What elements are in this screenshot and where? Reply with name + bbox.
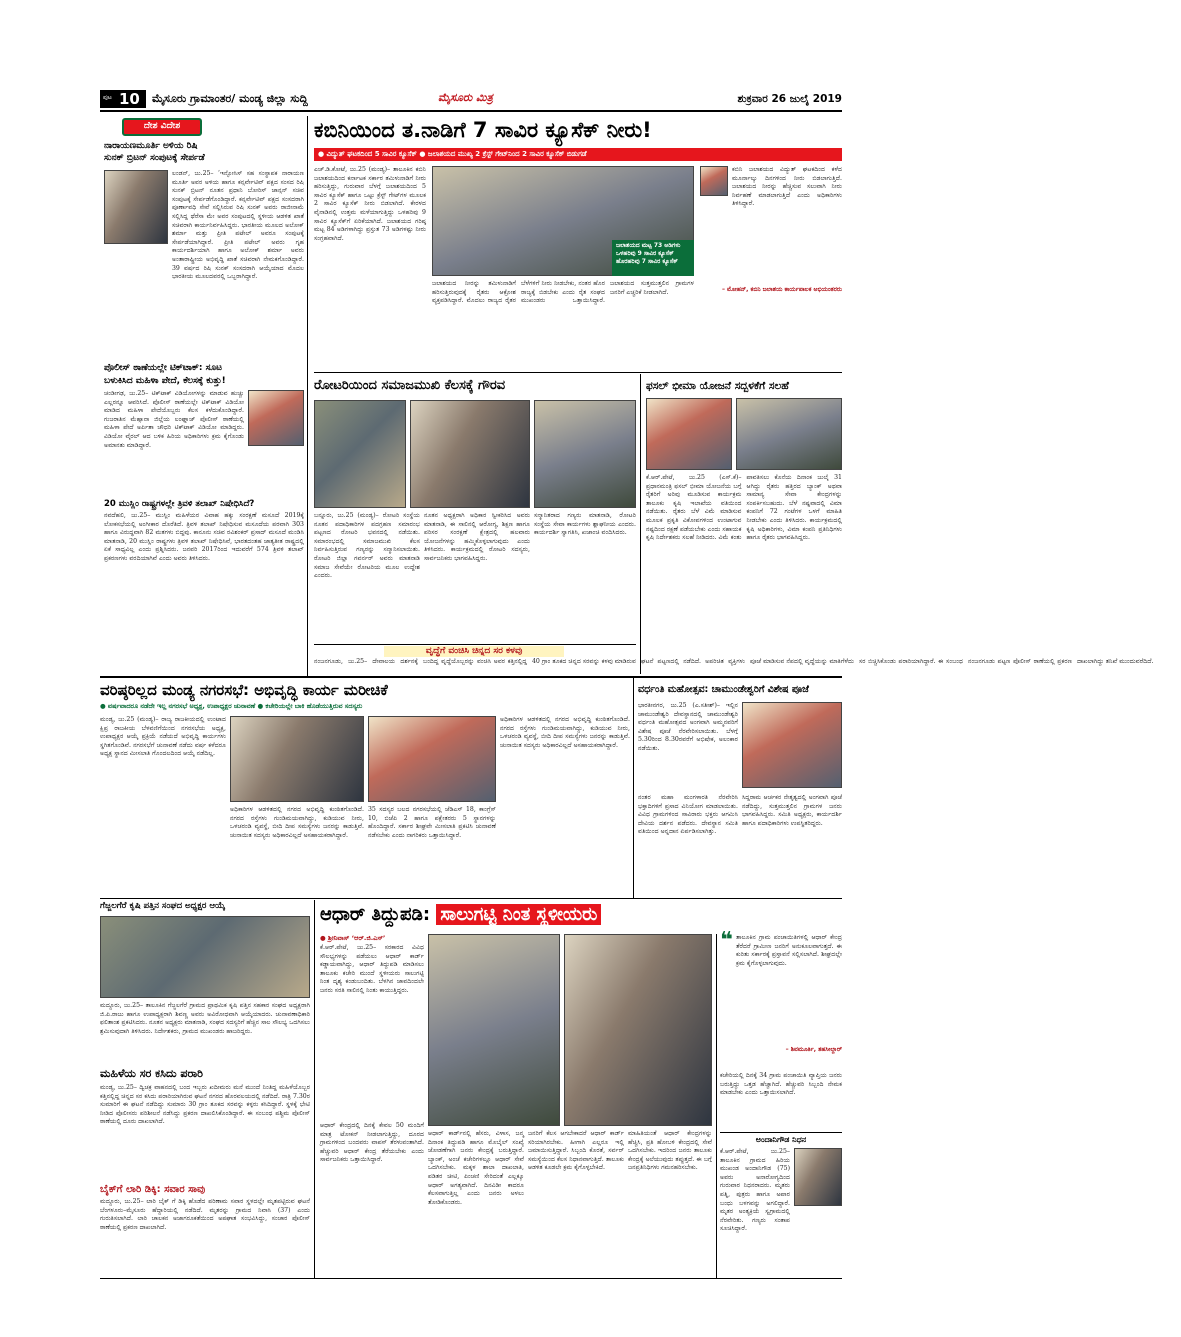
temple-body-3: ಸಿದ್ದರಾಮ ಆರ್ಚಕರ ನೇತೃತ್ವದಲ್ಲಿ ಅಂಗವಾಗಿ ಪೂಜೆ ನಡೆದಿದ್ದು, ಸುತ್ತಮುತ್ತಲಿನ ಗ್ರಾಮಗಳ ಜನರು ಭಾಗವಹಿಸಿದ್ದರು. ಸಮಿತಿ ಅಧ್ಯಕ್ಷರು, ಕಾರ್ಯದರ್ಶಿ ಹಾಗೂ ಪದಾಧಿಕಾರಿಗಳು ಉಪಸ್ಥಿತರಿದ್ದರು.: [742, 794, 842, 827]
col-divider-5: [716, 934, 717, 1278]
issue-date: ಶುಕ್ರವಾರ 26 ಜುಲೈ 2019: [737, 93, 842, 105]
kabini-body-3: ಕಬಿನಿ ಜಲಾಶಯದ ವಿದ್ಯುತ್ ಘಟಕದಿಂದ ಕಳೆದ ಮೂರ್ನಾಲ್ಕು ದಿನಗಳಿಂದ ನೀರು ಬಿಡಲಾಗುತ್ತಿದೆ. ಜಲಾಶಯದ ನೀರನ್ನು ಹೆಚ್ಚಿಸುವ ಸಲುವಾಗಿ ನೀರು ನಿರ್ವಹಣೆ ಮಾಡಲಾಗುತ್ತಿದೆ ಎಂದು ಅಧಿಕಾರಿಗಳು ತಿಳಿಸಿದ್ದಾರೆ.: [732, 166, 842, 208]
page-number: 10: [119, 90, 140, 108]
gejjalagere-headline: ಗೆಜ್ಜಲಗೆರೆ ಕೃಷಿ ಪತ್ತಿನ ಸಂಘದ ಅಧ್ಯಕ್ಷರ ಆಯ್ಕೆ: [100, 901, 226, 911]
rotary-body-1: ಬನ್ನೂರು, ಜು.25 (ಮಂಡ್ಯ)– ರೋಟರಿ ಸಂಸ್ಥೆಯ ನೂತನ ಪದಾಧಿಕಾರಿಗಳ ಪದಗ್ರಹಣ ಸಮಾರಂಭ ಪಟ್ಟಣದ ರೋಟರಿ ಭವನದಲ್ಲಿ ನಡೆಯಿತು. ಸಮಾರಂಭದಲ್ಲಿ ಸಮಾಜಮುಖಿ ಕೆಲಸ ನಿರ್ವಹಿಸುತ್ತಿರುವ ಗಣ್ಯರನ್ನು ಸನ್ಮಾನಿಸಲಾಯಿತು. ರೋಟರಿ ಜಿಲ್ಲಾ ಗವರ್ನರ್ ಅವರು ಮಾತನಾಡಿ ಸಮಾಜ ಸೇವೆಯೇ ರೋಟರಿಯ ಮೂಲ ಉದ್ದೇಶ ಎಂದರು.: [314, 512, 420, 580]
obituary-body: ಕೆ.ಆರ್.ಪೇಟೆ, ಜು.25– ತಾಲೂಕಿನ ಗ್ರಾಮದ ಹಿರಿಯ ಮುಖಂಡ ಅಂದಾನಿಗೌಡ (75) ಅವರು ಅನಾರೋಗ್ಯದಿಂದ ಗುರುವಾರ ನಿಧನರಾದರು. ಮೃತರು ಪತ್ನಿ, ಪುತ್ರರು ಹಾಗೂ ಅಪಾರ ಬಂಧು ಬಳಗವನ್ನು ಅಗಲಿದ್ದಾರೆ. ಮೃತರ ಅಂತ್ಯಕ್ರಿಯೆ ಸ್ವಗ್ರಾಮದಲ್ಲಿ ನೆರವೇರಿತು. ಗಣ್ಯರು ಸಂತಾಪ ಸೂಚಿಸಿದ್ದಾರೆ.: [720, 1148, 790, 1233]
tiktok-headline-1: ಪೊಲೀಸ್ ಠಾಣೆಯಲ್ಲೇ ಟಿಕ್‌ಟಾಕ್: ಸೂಟ: [104, 363, 223, 373]
mandya-headline: ವರಿಷ್ಠರಿಲ್ಲದ ಮಂಡ್ಯ ನಗರಸಭೆ: ಅಭಿವೃದ್ಧಿ ಕಾರ್ಯ ಮರೀಚಿಕೆ: [100, 681, 388, 699]
kabini-inset-photo: [700, 166, 728, 196]
aadhaar-body-2: ಆಧಾರ್ ಕೇಂದ್ರದಲ್ಲಿ ದಿನಕ್ಕೆ ಕೇವಲ 50 ಮಂದಿಗೆ ಮಾತ್ರ ಟೋಕನ್ ನೀಡಲಾಗುತ್ತಿದ್ದು, ದೂರದ ಗ್ರಾಮಗಳಿಂದ ಬಂದವರು ವಾಪಸ್ ತೆರಳುವಂತಾಗಿದೆ. ಹೆಚ್ಚುವರಿ ಆಧಾರ್ ಕೇಂದ್ರ ತೆರೆಯಬೇಕು ಎಂದು ಸಾರ್ವಜನಿಕರು ಒತ್ತಾಯಿಸಿದ್ದಾರೆ.: [320, 1122, 424, 1164]
constable-photo: [248, 390, 304, 446]
temple-headline: ವರ್ಧಂತಿ ಮಹೋತ್ಸವ: ಚಾಮುಂಡೇಶ್ವರಿಗೆ ವಿಶೇಷ ಪೂಜೆ: [638, 684, 809, 695]
aadhaar-byline: ● ಶ್ರೀನಿವಾಸ್ ‘ಆರ್.ಜಿ.ಎಸ್’: [320, 934, 386, 942]
kabini-headline: ಕಬಿನಿಯಿಂದ ತ.ನಾಡಿಗೆ 7 ಸಾವಿರ ಕ್ಯೂಸೆಕ್ ನೀರು!: [314, 118, 652, 142]
col-divider-2: [640, 374, 641, 674]
tiktok-headline-2: ಬಳುಕಿಸಿದ ಮಹಿಳಾ ಪೇದೆ, ಕೆಲಸಕ್ಕೆ ಕುತ್ತು!: [104, 376, 226, 386]
chain-snatch-body: ನಂಜನಗೂಡು, ಜು.25– ದೇವಾಲಯ ದರ್ಶನಕ್ಕೆ ಬಂದಿದ್ದ ವೃದ್ಧೆಯೊಬ್ಬರನ್ನು ವಂಚಿಸಿ ಅವರ ಕತ್ತಿನಲ್ಲಿದ್ದ 40 ಗ್ರಾಂ ತೂಕದ ಚಿನ್ನದ ಸರವನ್ನು ಕಳವು ಮಾಡಿರುವ ಘಟನೆ ಪಟ್ಟಣದಲ್ಲಿ ನಡೆದಿದೆ. ಅಪರಿಚಿತ ವ್ಯಕ್ತಿಗಳು ಪೂಜೆ ಮಾಡಿಸುವ ನೆಪದಲ್ಲಿ ವೃದ್ಧೆಯನ್ನು ಮಾತಿಗೆಳೆದು ಸರ ಬಿಚ್ಚಿಸಿಕೊಂಡು ಪರಾರಿಯಾಗಿದ್ದಾರೆ. ಈ ಸಂಬಂಧ ನಂಜನಗೂಡು ಪಟ್ಟಣ ಪೊಲೀಸ್ ಠಾಣೆಯಲ್ಲಿ ಪ್ರಕರಣ ದಾಖಲಾಗಿದ್ದು ತನಿಖೆ ಮುಂದುವರೆದಿದೆ.: [314, 658, 1154, 665]
tiktok-body: ಚಂಡೀಗಢ, ಜು.25– ಟಿಕ್‌ಟಾಕ್ ವಿಡಿಯೋಗಳನ್ನು ಮಾಡುವ ಹುಚ್ಚು ಎಲ್ಲರನ್ನೂ ಆವರಿಸಿದೆ. ಪೊಲೀಸ್ ಠಾಣೆಯಲ್ಲೇ ಟಿಕ್‌ಟಾಕ್ ವಿಡಿಯೋ ಮಾಡಿದ ಮಹಿಳಾ ಪೇದೆಯೊಬ್ಬರು ಕೆಲಸ ಕಳೆದುಕೊಂಡಿದ್ದಾರೆ. ಗುಜರಾತಿನ ಮೆಹ್ಸಾನಾ ಜಿಲ್ಲೆಯ ಲಂಘ್ನಾಜ್ ಪೊಲೀಸ್ ಠಾಣೆಯಲ್ಲಿ ಮಹಿಳಾ ಪೇದೆ ಅರ್ಪಿತಾ ಚೌಧರಿ ಟಿಕ್‌ಟಾಕ್ ವಿಡಿಯೋ ಮಾಡಿದ್ದರು. ವಿಡಿಯೋ ವೈರಲ್ ಆದ ಬಳಿಕ ಹಿರಿಯ ಅಧಿಕಾರಿಗಳು ಕ್ರಮ ಕೈಗೊಂಡು ಅಮಾನತು ಮಾಡಿದ್ದಾರೆ.: [104, 390, 244, 449]
aadhaar-body-3: ಆಧಾರ್ ಕಾರ್ಡ್‌ನಲ್ಲಿ ಹೆಸರು, ವಿಳಾಸ, ಜನ್ಮ ದಿನಾಂಕ ತಿದ್ದುಪಡಿ ಹಾಗೂ ಮೊಬೈಲ್ ಸಂಖ್ಯೆ ಜೋಡಣೆಗಾಗಿ ಜನರು ಕೇಂದ್ರಕ್ಕೆ ಬರುತ್ತಿದ್ದಾರೆ. ಬ್ಯಾಂಕ್, ಅಂಚೆ ಕಚೇರಿಗಳಲ್ಲೂ ಆಧಾರ್ ಸೇವೆ ಒದಗಿಸಬೇಕು. ಮಕ್ಕಳ ಶಾಲಾ ದಾಖಲಾತಿ, ಪಡಿತರ ಚೀಟಿ, ಪಿಂಚಣಿ ಸೇರಿದಂತೆ ಎಲ್ಲಕ್ಕೂ ಆಧಾರ್ ಅಗತ್ಯವಾಗಿದೆ. ದಿನವಿಡೀ ಕಾದರೂ ಕೆಲಸವಾಗುತ್ತಿಲ್ಲ ಎಂದು ಜನರು ಅಳಲು ತೋಡಿಕೊಂಡರು.: [428, 1130, 524, 1206]
col-divider-4: [314, 900, 315, 1278]
kabini-body-3b: [700, 310, 842, 368]
talaq-headline: 20 ಮುಸ್ಲಿಂ ರಾಷ್ಟ್ರಗಳಲ್ಲೇ ತ್ರಿವಳಿ ತಲಾಖ್ ನಿಷೇಧಿಸಿದೆ?: [104, 499, 255, 509]
woman-chain-headline: ಮಹಿಳೆಯ ಸರ ಕಸಿದು ಪರಾರಿ: [100, 1067, 203, 1080]
quote-author: – ಶಿವಮೂರ್ತಿ, ತಹಸೀಲ್ದಾರ್: [785, 1046, 842, 1053]
rotary-photo-2: [410, 400, 530, 508]
council-building-photo-2: [368, 716, 496, 802]
kabini-photo-caption: ಜಲಾಶಯದ ಮಟ್ಟ 73 ಅಡಿಗಳು ಒಳಹರಿವು 9 ಸಾವಿರ ಕ್ಯೂಸೆಕ್ ಹೊರಹರಿವು 7 ಸಾವಿರ ಕ್ಯೂಸೆಕ್: [612, 240, 694, 276]
obituary-photo: [794, 1148, 842, 1206]
council-building-photo: [230, 716, 364, 802]
quote-mark-icon: ❝: [720, 928, 733, 953]
aadhaar-queue-photo-1: [428, 934, 560, 1126]
masthead-rule: [100, 110, 842, 112]
rotary-photo-3: [534, 400, 636, 508]
newspaper-logo: ಮೈಸೂರು ಮಿತ್ರ: [438, 91, 493, 104]
col-divider-1: [307, 116, 308, 676]
rule-kabini-bottom: [314, 372, 842, 373]
woman-chain-body: ಮಂಡ್ಯ, ಜು.25– ದ್ವಿಚಕ್ರ ವಾಹನದಲ್ಲಿ ಬಂದ ಇಬ್ಬರು ಖದೀಮರು ಮನೆ ಮುಂದೆ ನಿಂತಿದ್ದ ಮಹಿಳೆಯೊಬ್ಬರ ಕತ್ತಿನಲ್ಲಿದ್ದ ಚಿನ್ನದ ಸರ ಕಸಿದು ಪರಾರಿಯಾಗಿರುವ ಘಟನೆ ನಗರದ ಹೊರವಲಯದಲ್ಲಿ ನಡೆದಿದೆ. ರಾತ್ರಿ 7.30ರ ಸುಮಾರಿಗೆ ಈ ಘಟನೆ ನಡೆದಿದ್ದು ಸುಮಾರು 30 ಗ್ರಾಂ ತೂಕದ ಸರವನ್ನು ಕಳ್ಳರು ಕಸಿದಿದ್ದಾರೆ. ಸ್ಥಳಕ್ಕೆ ಭೇಟಿ ನೀಡಿದ ಪೊಲೀಸರು ಪರಿಶೀಲನೆ ನಡೆಸಿದ್ದು ಪ್ರಕರಣ ದಾಖಲಿಸಿಕೊಂಡಿದ್ದಾರೆ. ಈ ಸಂಬಂಧ ಪಶ್ಚಿಮ ಪೊಲೀಸ್ ಠಾಣೆಯಲ್ಲಿ ದೂರು ದಾಖಲಾಗಿದೆ.: [100, 1084, 310, 1126]
talaq-body: ನವದೆಹಲಿ, ಜು.25– ಮುಸ್ಲಿಂ ಮಹಿಳೆಯರ ವಿವಾಹ ಹಕ್ಕು ಸಂರಕ್ಷಣೆ ಮಸೂದೆ 2019ಕ್ಕೆ ಲೋಕಸಭೆಯಲ್ಲಿ ಅಂಗೀಕಾರ ದೊರೆತಿದೆ. ತ್ರಿವಳಿ ತಲಾಖ್ ನಿಷೇಧಿಸುವ ಮಸೂದೆಯ ಪರವಾಗಿ 303 ಹಾಗೂ ವಿರುದ್ಧವಾಗಿ 82 ಮತಗಳು ಬಿದ್ದವು. ಕಾನೂನು ಸಚಿವ ರವಿಶಂಕರ್ ಪ್ರಸಾದ್ ಮಸೂದೆ ಮಂಡಿಸಿ ಮಾತನಾಡಿ, 20 ಮುಸ್ಲಿಂ ರಾಷ್ಟ್ರಗಳು ತ್ರಿವಳಿ ತಲಾಖ್ ನಿಷೇಧಿಸಿವೆ, ಭಾರತದಂತಹ ಜಾತ್ಯತೀತ ರಾಷ್ಟ್ರದಲ್ಲಿ ಏಕೆ ಸಾಧ್ಯವಿಲ್ಲ ಎಂದು ಪ್ರಶ್ನಿಸಿದರು. ಜನವರಿ 2017ರಿಂದ ಇದುವರೆಗೆ 574 ತ್ರಿವಳಿ ತಲಾಖ್ ಪ್ರಕರಣಗಳು ವರದಿಯಾಗಿವೆ ಎಂದು ಅವರು ತಿಳಿಸಿದರು.: [104, 512, 304, 562]
rotary-body-3: ಸನ್ಮಾನಿತರಾದ ಗಣ್ಯರು ಮಾತನಾಡಿ, ರೋಟರಿ ಸಂಸ್ಥೆಯ ಸೇವಾ ಕಾರ್ಯಗಳು ಶ್ಲಾಘನೀಯ ಎಂದರು. ಕಾರ್ಯದರ್ಶಿ ಸ್ವಾಗತಿಸಿ, ಖಜಾಂಚಿ ವಂದಿಸಿದರು.: [534, 512, 636, 537]
fasal-body: ಕೆ.ಆರ್.ಪೇಟೆ, ಜು.25 (ಎಸ್.ಕೆ)– ಪ್ರಧಾನಮಂತ್ರಿ ಫಸಲ್ ಭೀಮಾ ಯೋಜನೆಯ ಬಗ್ಗೆ ರೈತರಿಗೆ ಅರಿವು ಮೂಡಿಸುವ ಕಾರ್ಯಕ್ರಮ ತಾಲೂಕು ಕೃಷಿ ಇಲಾಖೆಯ ವತಿಯಿಂದ ನಡೆಯಿತು. ರೈತರು ಬೆಳೆ ವಿಮೆ ಮಾಡಿಸುವ ಮೂಲಕ ಪ್ರಕೃತಿ ವಿಕೋಪಗಳಿಂದ ಉಂಟಾಗುವ ನಷ್ಟದಿಂದ ರಕ್ಷಣೆ ಪಡೆಯಬೇಕು ಎಂದು ಸಹಾಯಕ ಕೃಷಿ ನಿರ್ದೇಶಕರು ಸಲಹೆ ನೀಡಿದರು. ವಿಮೆ ಕಂತು ಪಾವತಿಸಲು ಕೊನೆಯ ದಿನಾಂಕ ಜುಲೈ 31 ಆಗಿದ್ದು ರೈತರು ಹತ್ತಿರದ ಬ್ಯಾಂಕ್ ಅಥವಾ ಸಾಮಾನ್ಯ ಸೇವಾ ಕೇಂದ್ರಗಳನ್ನು ಸಂಪರ್ಕಿಸಬಹುದು. ಬೆಳೆ ನಷ್ಟವಾದಲ್ಲಿ ವಿಮಾ ಕಂಪನಿಗೆ 72 ಗಂಟೆಗಳ ಒಳಗೆ ಮಾಹಿತಿ ನೀಡಬೇಕು ಎಂದು ತಿಳಿಸಿದರು. ಕಾರ್ಯಕ್ರಮದಲ್ಲಿ ಕೃಷಿ ಅಧಿಕಾರಿಗಳು, ವಿಮಾ ಕಂಪನಿ ಪ್ರತಿನಿಧಿಗಳು ಹಾಗೂ ರೈತರು ಭಾಗವಹಿಸಿದ್ದರು.: [646, 474, 842, 542]
chain-snatch-box: [314, 644, 1154, 674]
tahsildar-quote: [720, 928, 842, 1068]
aadhaar-headline: [320, 900, 842, 930]
mandya-body-4: ಅಧಿಕಾರಿಗಳ ಆಡಳಿತದಲ್ಲಿ ನಗರದ ಅಭಿವೃದ್ಧಿ ಕುಂಠಿತಗೊಂಡಿದೆ. ನಗರದ ರಸ್ತೆಗಳು ಗುಂಡಿಮಯವಾಗಿದ್ದು, ಕುಡಿಯುವ ನೀರು, ಒಳಚರಂಡಿ ವ್ಯವಸ್ಥೆ, ಬೀದಿ ದೀಪ ಸಮಸ್ಯೆಗಳು ಜನರನ್ನು ಕಾಡುತ್ತಿವೆ. ಚುನಾಯಿತ ಸದಸ್ಯರು ಅಧಿಕಾರವಿಲ್ಲದೆ ಅಸಹಾಯಕರಾಗಿದ್ದಾರೆ.: [500, 716, 630, 749]
gejjalagere-body: ಮದ್ದೂರು, ಜು.25– ತಾಲೂಕಿನ ಗೆಜ್ಜಲಗೆರೆ ಗ್ರಾಮದ ಪ್ರಾಥಮಿಕ ಕೃಷಿ ಪತ್ತಿನ ಸಹಕಾರ ಸಂಘದ ಅಧ್ಯಕ್ಷರಾಗಿ ಜಿ.ಪಿ.ರಾಜು ಹಾಗೂ ಉಪಾಧ್ಯಕ್ಷರಾಗಿ ಶಿವಣ್ಣ ಅವರು ಅವಿರೋಧವಾಗಿ ಆಯ್ಕೆಯಾದರು. ಚುನಾವಣಾಧಿಕಾರಿ ಫಲಿತಾಂಶ ಪ್ರಕಟಿಸಿದರು. ನೂತನ ಅಧ್ಯಕ್ಷರು ಮಾತನಾಡಿ, ಸಂಘದ ಸದಸ್ಯರಿಗೆ ಹೆಚ್ಚಿನ ಸಾಲ ಸೌಲಭ್ಯ ಒದಗಿಸಲು ಶ್ರಮಿಸುವುದಾಗಿ ತಿಳಿಸಿದರು. ನಿರ್ದೇಶಕರು, ಗ್ರಾಮದ ಮುಖಂಡರು ಹಾಜರಿದ್ದರು.: [100, 1002, 310, 1035]
kabini-body-1: ಎಚ್.ಡಿ.ಕೋಟೆ, ಜು.25 (ಮಂಡ್ಯ)– ತಾಲೂಕಿನ ಕಬಿನಿ ಜಲಾಶಯದಿಂದ ಕರ್ನಾಟಕ ಸರ್ಕಾರ ತಮಿಳುನಾಡಿಗೆ ನೀರು ಹರಿಸುತ್ತಿದ್ದು, ಗುರುವಾರ ಬೆಳಗ್ಗೆ ಜಲಾಶಯದಿಂದ 5 ಸಾವಿರ ಕ್ಯೂಸೆಕ್ ಹಾಗೂ ಒಟ್ಟು ಕ್ರೆಸ್ಟ್ ಗೇಟ್‌ಗಳ ಮೂಲಕ 2 ಸಾವಿರ ಕ್ಯೂಸೆಕ್ ನೀರು ಬಿಡಲಾಗಿದೆ. ಕೇರಳದ ವೈನಾಡಿನಲ್ಲಿ ಉತ್ತಮ ಮಳೆಯಾಗುತ್ತಿದ್ದು ಒಳಹರಿವು 9 ಸಾವಿರ ಕ್ಯೂಸೆಕ್‌ಗೆ ಏರಿಕೆಯಾಗಿದೆ. ಜಲಾಶಯದ ಗರಿಷ್ಠ ಮಟ್ಟ 84 ಅಡಿಗಳಾಗಿದ್ದು ಪ್ರಸ್ತುತ 73 ಅಡಿಗಳಷ್ಟು ನೀರು ಸಂಗ್ರಹವಾಗಿದೆ.: [314, 166, 426, 242]
aadhaar-body-4: ಜನರಿಗೆ ಕೆಲಸ ಆಗಬೇಕಾದರೆ ಆಧಾರ್ ಕಾರ್ಡ್ ಸರಿಯಾಗಿರಬೇಕು. ಹೀಗಾಗಿ ಎಲ್ಲರೂ ಇಲ್ಲಿ ಜಮಾಯಿಸುತ್ತಿದ್ದಾರೆ. ಸಿಬ್ಬಂದಿ ಕೊರತೆ, ಸರ್ವರ್ ಸಮಸ್ಯೆಯಿಂದ ಕೆಲಸ ನಿಧಾನವಾಗುತ್ತಿದೆ. ತಾಲೂಕು ಆಡಳಿತ ಕೂಡಲೇ ಕ್ರಮ ಕೈಗೊಳ್ಳಬೇಕಿದೆ.: [528, 1130, 624, 1172]
kabini-body-2: ಜಲಾಶಯದ ನೀರನ್ನು ತಮಿಳುನಾಡಿಗೆ ಹರಿಸುತ್ತಿರುವುದಕ್ಕೆ ರೈತರು ಆಕ್ರೋಶ ವ್ಯಕ್ತಪಡಿಸಿದ್ದಾರೆ. ಮೊದಲು ರಾಜ್ಯದ ರೈತರ ಬೆಳೆಗಳಿಗೆ ನೀರು ನೀಡಬೇಕು, ನಂತರ ಹೊರ ರಾಜ್ಯಕ್ಕೆ ಬಿಡಬೇಕು ಎಂದು ರೈತ ಸಂಘದ ಮುಖಂಡರು ಒತ್ತಾಯಿಸಿದ್ದಾರೆ. ಜಲಾಶಯದ ಸುತ್ತಮುತ್ತಲಿನ ಗ್ರಾಮಗಳ ಜನರಿಗೆ ಎಚ್ಚರಿಕೆ ನೀಡಲಾಗಿದೆ.: [432, 280, 694, 305]
aadhaar-queue-photo-2: [564, 934, 712, 1126]
aadhaar-headline-part1: ಆಧಾರ್ ತಿದ್ದುಪಡಿ:: [320, 904, 431, 925]
mandya-subheadline: ● ವರ್ಷವಾದರೂ ನಡೆದೇ ಇಲ್ಲ ನಗರಸಭೆ ಅಧ್ಯಕ್ಷ, ಉಪಾಧ್ಯಕ್ಷರ ಚುನಾವಣೆ ● ಕಚೇರಿಯಲ್ಲೇ ಬಾಕಿ ಹೊಡೆಯುತ್ತಿರುವ ಸದಸ್ಯರು: [100, 702, 363, 710]
masthead: [100, 88, 842, 110]
aadhaar-headline-part2: ಸಾಲುಗಟ್ಟಿ ನಿಂತ ಸ್ಥಳೀಯರು: [436, 904, 601, 925]
temple-body-2: ನಂತರ ಮಹಾ ಮಂಗಳಾರತಿ ನೆರವೇರಿಸಿ ಭಕ್ತಾದಿಗಳಿಗೆ ಪ್ರಸಾದ ವಿನಿಯೋಗ ಮಾಡಲಾಯಿತು. ವಿವಿಧ ಗ್ರಾಮಗಳಿಂದ ಸಾವಿರಾರು ಭಕ್ತರು ಆಗಮಿಸಿ ದೇವಿಯ ದರ್ಶನ ಪಡೆದರು. ದೇವಸ್ಥಾನ ಸಮಿತಿ ವತಿಯಿಂದ ಅನ್ನದಾನ ಏರ್ಪಡಿಸಲಾಗಿತ್ತು.: [638, 794, 738, 836]
fasal-headline: ಫಸಲ್ ಭೀಮಾ ಯೋಜನೆ ಸದ್ಬಳಕೆಗೆ ಸಲಹೆ: [646, 380, 789, 392]
temple-body-1: ಭಾರತೀನಗರ, ಜು.25 (ಎ.ಸತೀಶ್)– ಇಲ್ಲಿನ ಚಾಮುಂಡೇಶ್ವರಿ ದೇವಸ್ಥಾನದಲ್ಲಿ ಚಾಮುಂಡೇಶ್ವರಿ ವರ್ಧಂತಿ ಮಹೋತ್ಸವದ ಅಂಗವಾಗಿ ಅಮ್ಮನವರಿಗೆ ವಿಶೇಷ ಪೂಜೆ ನೆರವೇರಿಸಲಾಯಿತು. ಬೆಳಗ್ಗೆ 5.30ರಿಂದ 8.30ರವರೆಗೆ ಅಭಿಷೇಕ, ಅಲಂಕಾರ ನಡೆಯಿತು.: [638, 702, 738, 752]
rule-lower: [100, 898, 842, 899]
mandya-body-1: ಮಂಡ್ಯ, ಜು.25 (ಮಂಡ್ಯ)– ರಾಜ್ಯ ರಾಜಕೀಯದಲ್ಲಿ ಉಂಟಾದ ಕ್ಷಿಪ್ರ ರಾಜಕೀಯ ಬೆಳವಣಿಗೆಯಿಂದ ನಗರಸಭೆಯ ಅಧ್ಯಕ್ಷ, ಉಪಾಧ್ಯಕ್ಷರ ಆಯ್ಕೆ ಪ್ರಕ್ರಿಯೆ ನಡೆಯದೆ ಅಭಿವೃದ್ಧಿ ಕಾರ್ಯಗಳು ಸ್ಥಗಿತಗೊಂಡಿವೆ. ನಗರಸಭೆಗೆ ಚುನಾವಣೆ ನಡೆದು ವರ್ಷ ಕಳೆದರೂ ಅಧ್ಯಕ್ಷ ಸ್ಥಾನದ ಮೀಸಲಾತಿ ಗೊಂದಲದಿಂದ ಆಯ್ಕೆ ನಡೆದಿಲ್ಲ.: [100, 716, 226, 758]
page-number-badge: [100, 90, 146, 108]
kabini-byline: – ಮೋಹನ್, ಕಬಿನಿ ಜಲಾಶಯ ಕಾರ್ಯಪಾಲಕ ಅಭಿಯಂತರರು: [721, 286, 842, 293]
rotary-headline: ರೋಟರಿಯಿಂದ ಸಮಾಜಮುಖಿ ಕೆಲಸಕ್ಕೆ ಗೌರವ: [314, 378, 506, 393]
rishi-headline-1: ನಾರಾಯಣಮೂರ್ತಿ ಅಳಿಯ ರಿಷಿ: [104, 141, 198, 151]
aadhaar-body-1: ಕೆ.ಆರ್.ಪೇಟೆ, ಜು.25– ಸರಕಾರದ ವಿವಿಧ ಸೌಲಭ್ಯಗಳನ್ನು ಪಡೆಯಲು ಆಧಾರ್ ಕಾರ್ಡ್ ಕಡ್ಡಾಯವಾಗಿದ್ದು, ಆಧಾರ್ ತಿದ್ದುಪಡಿ ಮಾಡಿಸಲು ತಾಲೂಕು ಕಚೇರಿ ಮುಂದೆ ಸ್ಥಳೀಯರು ಸಾಲುಗಟ್ಟಿ ನಿಂತ ದೃಶ್ಯ ಕಂಡುಬಂದಿತು. ಬೆಳಗಿನ ಜಾವದಿಂದಲೇ ಜನರು ಸರತಿ ಸಾಲಿನಲ್ಲಿ ನಿಂತು ಕಾಯುತ್ತಿದ್ದರು.: [320, 944, 424, 994]
section-title: ಮೈಸೂರು ಗ್ರಾಮಾಂತರ/ ಮಂಡ್ಯ ಜಿಲ್ಲಾ ಸುದ್ದಿ: [152, 92, 308, 105]
rishi-headline-2: ಸುನಕ್ ಬ್ರಿಟನ್ ಸಂಪುಟಕ್ಕೆ ಸೇರ್ಪಡೆ: [104, 153, 205, 163]
fasal-photo-2: [736, 398, 842, 470]
obituary-headline: ಅಂದಾನಿಗೌಡ ನಿಧನ: [755, 1135, 807, 1144]
newspaper-page: [100, 88, 1154, 1278]
aadhaar-quote-2: ಕಚೇರಿಯಲ್ಲಿ ದಿನಕ್ಕೆ 34 ಗ್ರಾಮ ಪಂಚಾಯಿತಿ ವ್ಯಾಪ್ತಿಯ ಜನರು ಬರುತ್ತಿದ್ದು ಒತ್ತಡ ಹೆಚ್ಚಾಗಿದೆ. ಹೆಚ್ಚುವರಿ ಸಿಬ್ಬಂದಿ ನೇಮಕ ಮಾಡಬೇಕು ಎಂದು ಒತ್ತಾಯಿಸಲಾಗಿದೆ.: [720, 1072, 842, 1097]
rotary-photo-1: [314, 400, 406, 508]
quote-text: ತಾಲೂಕಿನ ಗ್ರಾಮ ಪಂಚಾಯಿತಿಗಳಲ್ಲಿ ಆಧಾರ್ ಕೇಂದ್ರ ತೆರೆದರೆ ಗ್ರಾಮೀಣ ಜನರಿಗೆ ಅನುಕೂಲವಾಗುತ್ತದೆ. ಈ ಕುರಿತು ಸರ್ಕಾರಕ್ಕೆ ಪ್ರಸ್ತಾವನೆ ಸಲ್ಲಿಸಲಾಗಿದೆ. ಶೀಘ್ರದಲ್ಲೇ ಕ್ರಮ ಕೈಗೊಳ್ಳಲಾಗುವುದು.: [736, 934, 842, 967]
temple-photo: [742, 702, 842, 788]
chain-snatch-headline: ವೃದ್ಧೆಗೆ ವಂಚಿಸಿ ಚಿನ್ನದ ಸರ ಕಳವು: [384, 646, 564, 657]
desha-videsha-label: ದೇಶ ವಿದೇಶ: [122, 118, 202, 136]
page-bottom-rule: [100, 1278, 842, 1279]
col-divider-3: [633, 678, 634, 898]
bike-accident-body: ಮದ್ದೂರು, ಜು.25– ಲಾರಿ ಬೈಕ್ ಗೆ ಡಿಕ್ಕಿ ಹೊಡೆದ ಪರಿಣಾಮ ಸವಾರ ಸ್ಥಳದಲ್ಲೇ ಮೃತಪಟ್ಟಿರುವ ಘಟನೆ ಬೆಂಗಳೂರು–ಮೈಸೂರು ಹೆದ್ದಾರಿಯಲ್ಲಿ ನಡೆದಿದೆ. ಮೃತರನ್ನು ಗ್ರಾಮದ ನಿವಾಸಿ (37) ಎಂದು ಗುರುತಿಸಲಾಗಿದೆ. ಲಾರಿ ಚಾಲಕನ ಅಜಾಗರೂಕತೆಯಿಂದ ಅಪಘಾತ ಸಂಭವಿಸಿದ್ದು, ಸಂಚಾರ ಪೊಲೀಸ್ ಠಾಣೆಯಲ್ಲಿ ಪ್ರಕರಣ ದಾಖಲಾಗಿದೆ.: [100, 1198, 310, 1231]
rotary-body-2: ನೂತನ ಅಧ್ಯಕ್ಷರಾಗಿ ಅಧಿಕಾರ ಸ್ವೀಕರಿಸಿದ ಅವರು ಮಾತನಾಡಿ, ಈ ಸಾಲಿನಲ್ಲಿ ಆರೋಗ್ಯ, ಶಿಕ್ಷಣ ಹಾಗೂ ಪರಿಸರ ಸಂರಕ್ಷಣೆ ಕ್ಷೇತ್ರದಲ್ಲಿ ಹಲವಾರು ಯೋಜನೆಗಳನ್ನು ಹಮ್ಮಿಕೊಳ್ಳಲಾಗುವುದು ಎಂದು ತಿಳಿಸಿದರು. ಕಾರ್ಯಕ್ರಮದಲ್ಲಿ ರೋಟರಿ ಸದಸ್ಯರು, ಸಾರ್ವಜನಿಕರು ಭಾಗವಹಿಸಿದ್ದರು.: [424, 512, 530, 562]
mandya-body-3: 35 ಸದಸ್ಯರ ಬಲದ ನಗರಸಭೆಯಲ್ಲಿ ಜೆಡಿಎಸ್ 18, ಕಾಂಗ್ರೆಸ್ 10, ಬಿಜೆಪಿ 2 ಹಾಗೂ ಪಕ್ಷೇತರರು 5 ಸ್ಥಾನಗಳನ್ನು ಹೊಂದಿದ್ದಾರೆ. ಸರ್ಕಾರ ಶೀಘ್ರವೇ ಮೀಸಲಾತಿ ಪ್ರಕಟಿಸಿ ಚುನಾವಣೆ ನಡೆಸಬೇಕು ಎಂದು ನಾಗರಿಕರು ಒತ್ತಾಯಿಸಿದ್ದಾರೆ.: [368, 806, 496, 839]
rishi-sunak-photo: [104, 170, 168, 244]
mandya-body-2: ಅಧಿಕಾರಿಗಳ ಆಡಳಿತದಲ್ಲಿ ನಗರದ ಅಭಿವೃದ್ಧಿ ಕುಂಠಿತಗೊಂಡಿದೆ. ನಗರದ ರಸ್ತೆಗಳು ಗುಂಡಿಮಯವಾಗಿದ್ದು, ಕುಡಿಯುವ ನೀರು, ಒಳಚರಂಡಿ ವ್ಯವಸ್ಥೆ, ಬೀದಿ ದೀಪ ಸಮಸ್ಯೆಗಳು ಜನರನ್ನು ಕಾಡುತ್ತಿವೆ. ಚುನಾಯಿತ ಸದಸ್ಯರು ಅಧಿಕಾರವಿಲ್ಲದೆ ಅಸಹಾಯಕರಾಗಿದ್ದಾರೆ.: [230, 806, 364, 839]
aadhaar-body-5: ಮಾಹಿತಿಯಂತೆ ಆಧಾರ್ ಕೇಂದ್ರಗಳನ್ನು ಹೆಚ್ಚಿಸಿ, ಪ್ರತಿ ಹೋಬಳಿ ಕೇಂದ್ರದಲ್ಲಿ ಸೇವೆ ಒದಗಿಸಬೇಕು. ಇದರಿಂದ ಜನರು ತಾಲೂಕು ಕೇಂದ್ರಕ್ಕೆ ಅಲೆಯುವುದು ತಪ್ಪುತ್ತದೆ. ಈ ಬಗ್ಗೆ ಜನಪ್ರತಿನಿಧಿಗಳು ಗಮನಹರಿಸಬೇಕು.: [628, 1130, 712, 1172]
page-label: ಪುಟ: [103, 94, 112, 101]
gejjalagere-photo: [100, 916, 310, 998]
rishi-body: ಲಂಡನ್, ಜು.25– ‘ಇನ್ಫೋಸಿಸ್ ಸಹ ಸಂಸ್ಥಾಪಕ ನಾರಾಯಣ ಮೂರ್ತಿ ಅವರ ಅಳಿಯ ಹಾಗೂ ಕನ್ಸರ್ವೇಟಿವ್ ಪಕ್ಷದ ಸಂಸದ ರಿಷಿ ಸುನಕ್ ಬ್ರಿಟನ್ ನೂತನ ಪ್ರಧಾನಿ ಬೋರಿಸ್ ಜಾನ್ಸನ್ ಸಚಿವ ಸಂಪುಟಕ್ಕೆ ಸೇರ್ಪಡೆಗೊಂಡಿದ್ದಾರೆ. ಕನ್ಸರ್ವೇಟಿವ್ ಪಕ್ಷದ ಸಂಸದರಾಗಿ ಪೂರ್ಣಾವಧಿ ಸೇವೆ ಸಲ್ಲಿಸಿರುವ ರಿಷಿ ಸುನಕ್ ಅವರು ರಾಜೀನಾಮೆ ಸಲ್ಲಿಸಿದ್ದ ಥೆರೆಸಾ ಮೇ ಅವರ ಸಂಪುಟದಲ್ಲಿ ಸ್ಥಳೀಯ ಆಡಳಿತ ಖಾತೆ ಸಚಿವರಾಗಿ ಕಾರ್ಯನಿರ್ವಹಿಸಿದ್ದರು. ಭಾರತೀಯ ಮೂಲದ ಅಲೋಕ್ ಶರ್ಮಾ ಮತ್ತು ಪ್ರೀತಿ ಪಟೇಲ್ ಅವರೂ ಸಂಪುಟಕ್ಕೆ ಸೇರ್ಪಡೆಯಾಗಿದ್ದಾರೆ. ಪ್ರೀತಿ ಪಟೇಲ್ ಅವರು ಗೃಹ ಕಾರ್ಯದರ್ಶಿಯಾಗಿ ಹಾಗೂ ಅಲೋಕ್ ಶರ್ಮಾ ಅವರು ಅಂತಾರಾಷ್ಟ್ರೀಯ ಅಭಿವೃದ್ಧಿ ಖಾತೆ ಸಚಿವರಾಗಿ ನೇಮಕಗೊಂಡಿದ್ದಾರೆ. 39 ವರ್ಷದ ರಿಷಿ ಸುನಕ್ ಸಂಸದರಾಗಿ ಆಯ್ಕೆಯಾದ ಮೊದಲ ಭಾರತೀಯ ಮೂಲದವರಲ್ಲಿ ಒಬ್ಬರಾಗಿದ್ದಾರೆ.: [172, 170, 304, 281]
fasal-photo-1: [646, 398, 732, 470]
bike-accident-headline: ಬೈಕ್‌ಗೆ ಲಾರಿ ಡಿಕ್ಕಿ: ಸವಾರ ಸಾವು: [100, 1184, 206, 1195]
kabini-strip: ● ವಿದ್ಯುತ್ ಘಟಕದಿಂದ 5 ಸಾವಿರ ಕ್ಯೂಸೆಕ್ ● ಜಲಾಶಯದ ಮುಖ್ಯ 2 ಕ್ರೆಸ್ಟ್ ಗೇಟ್‌ನಿಂದ 2 ಸಾವಿರ ಕ್ಯೂಸೆಕ್ ಬಿಡುಗಡೆ: [314, 148, 842, 161]
obituary-rule: [720, 1132, 842, 1133]
